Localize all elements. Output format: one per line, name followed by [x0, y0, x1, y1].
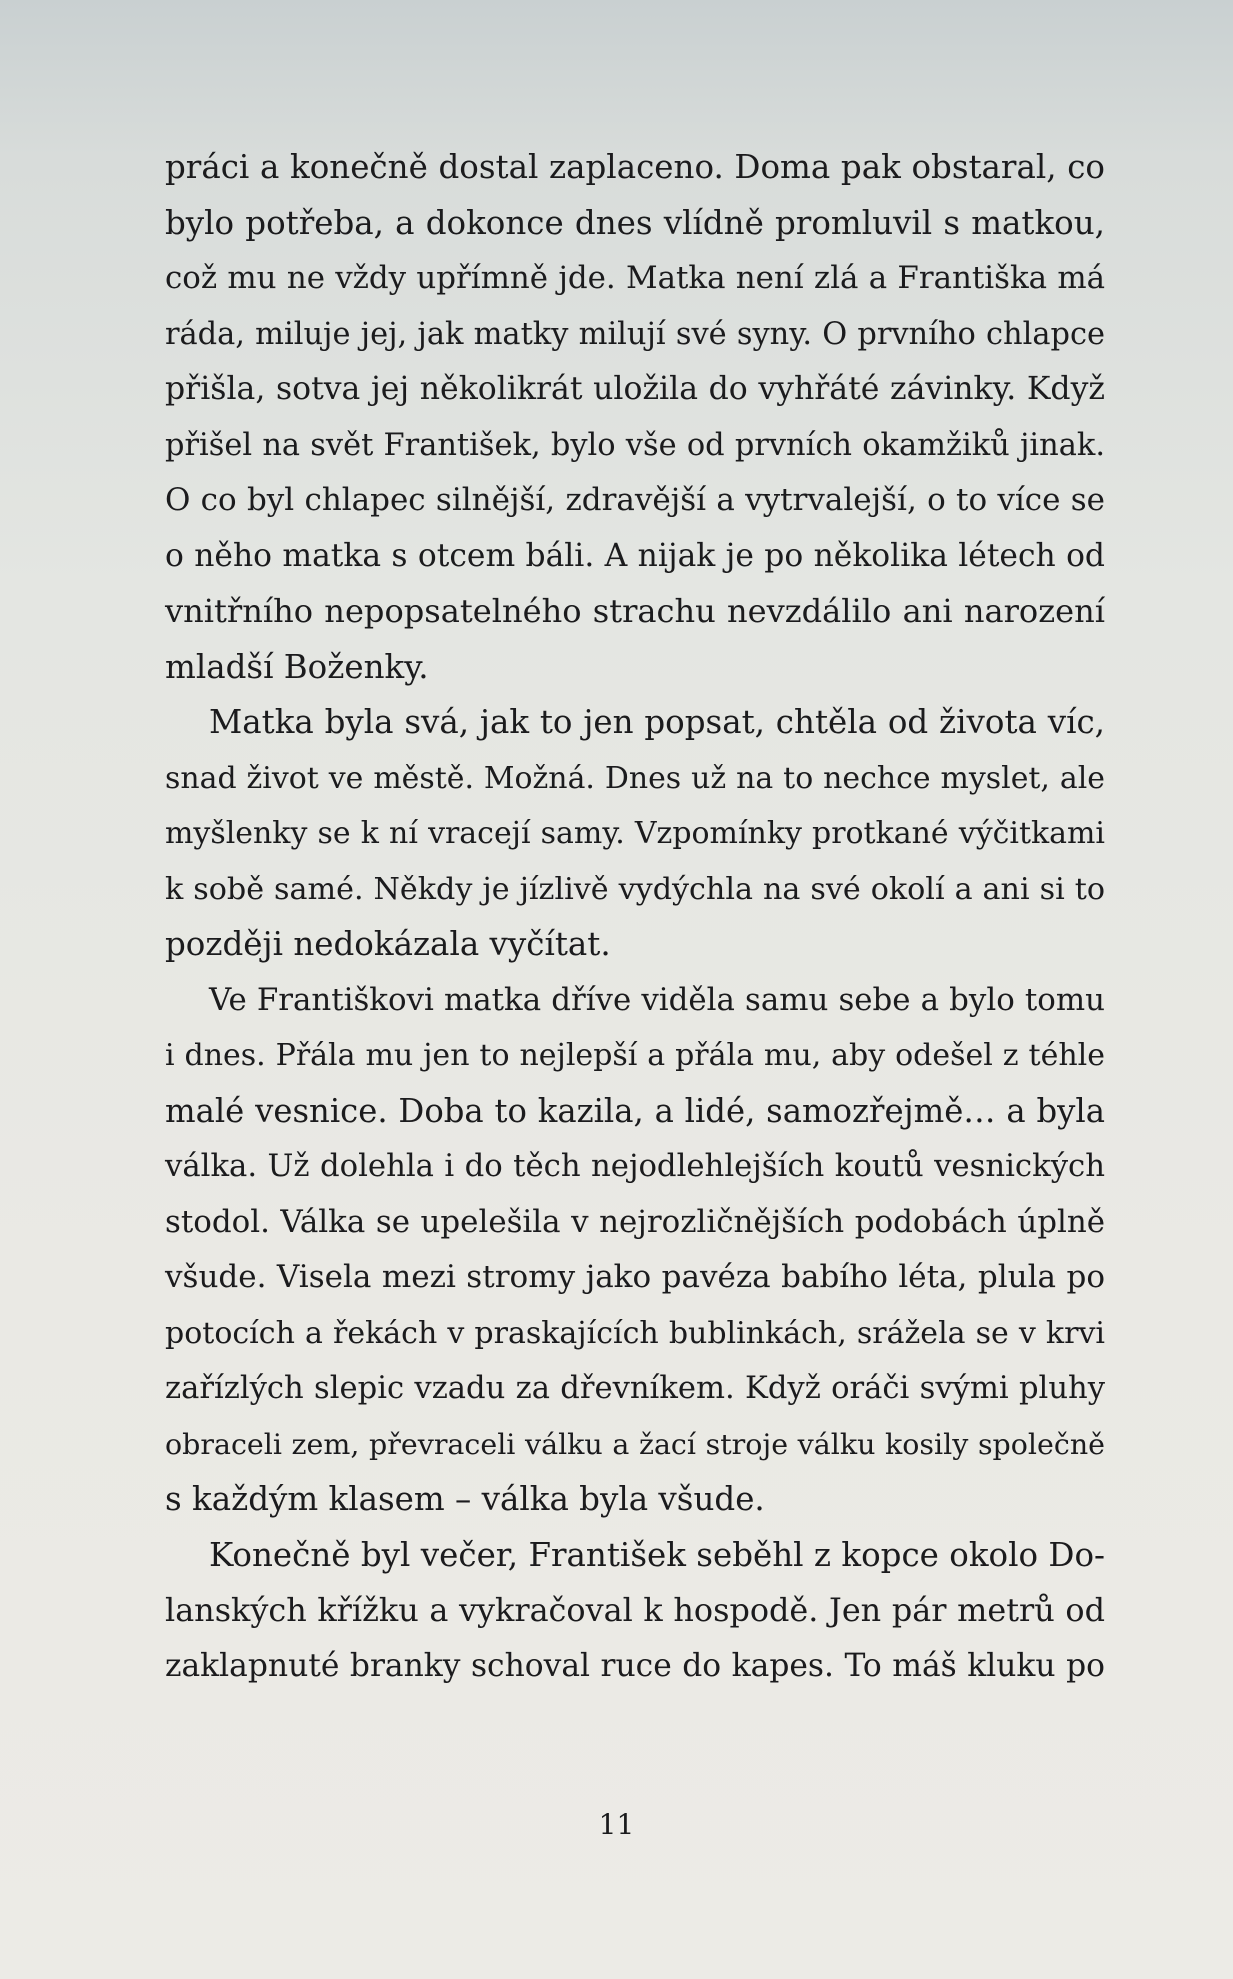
paragraph-2-line-2: snad život ve městě. Možná. Dnes už na to nechce myslet, ale — [165, 760, 1105, 796]
paragraph-1-line-1: práci a konečně dostal zaplaceno. Doma pak obstaral, co — [165, 148, 1105, 186]
body-text — [165, 140, 1105, 1694]
paragraph-1-line-3: což mu ne vždy upřímně jde. Matka není zlá a Františka má — [165, 260, 1105, 296]
paragraph-3-line-9: obraceli zem, převraceli válku a žací stroje válku kosily společně — [165, 1427, 1105, 1461]
paragraph-3-line-5: stodol. Válka se upelešila v nejrozličnějších podobách úplně — [165, 1203, 1105, 1240]
paragraph-3-line-6: všude. Visela mezi stromy jako pavéza babího léta, plula po — [165, 1259, 1105, 1295]
paragraph-1-line-2: bylo potřeba, a dokonce dnes vlídně promluvil s matkou, — [165, 203, 1105, 242]
paragraph-3-line-3: malé vesnice. Doba to kazila, a lidé, samozřejmě… a byla — [165, 1091, 1105, 1130]
paragraph-2-line-3: myšlenky se k ní vracejí samy. Vzpomínky protkané výčitkami — [165, 816, 1105, 851]
page-number: 11 — [598, 1808, 635, 1841]
paragraph-3-line-7: potocích a řekách v praskajících bublinkách, srážela se v krvi — [165, 1315, 1105, 1351]
paragraph-1-line-8: o něho matka s otcem báli. A nijak je po několika létech od — [165, 537, 1105, 574]
paragraph-3-line-8: zařízlých slepic vzadu za dřevníkem. Když oráči svými pluhy — [165, 1371, 1105, 1406]
paragraph-4-line-2: lanských křížku a vykračoval k hospodě. Jen pár metrů od — [165, 1591, 1105, 1629]
paragraph-3-line-4: válka. Už dolehla i do těch nejodlehlejších koutů vesnických — [165, 1149, 1105, 1184]
paragraph-4-line-1: Konečně byl večer, František seběhl z kopce okolo Do- — [209, 1535, 1105, 1574]
paragraph-3-line-1: Ve Františkovi matka dříve viděla samu sebe a bylo tomu — [209, 981, 1105, 1018]
paragraph-4-line-3: zaklapnuté branky schoval ruce do kapes. To máš kluku po — [165, 1647, 1105, 1684]
paragraph-1-line-5: přišla, sotva jej několikrát uložila do vyhřáté závinky. Když — [165, 371, 1105, 407]
paragraph-1-line-4: ráda, miluje jej, jak matky milují své syny. O prvního chlapce — [165, 316, 1105, 352]
paragraph-3-line-10: s každým klasem – válka byla všude. — [165, 1480, 765, 1518]
paragraph-1-line-10: mladší Boženky. — [165, 647, 429, 686]
paragraph-1-line-9: vnitřního nepopsatelného strachu nevzdálilo ani narození — [165, 592, 1105, 630]
paragraph-2-line-1: Matka byla svá, jak to jen popsat, chtěla od života víc, — [209, 703, 1105, 741]
paragraph-1-line-7: O co byl chlapec silnější, zdravější a vytrvalejší, o to více se — [165, 482, 1105, 518]
paragraph-2-line-4: k sobě samé. Někdy je jízlivě vydýchla na své okolí a ani si to — [165, 871, 1105, 907]
paragraph-3-line-2: i dnes. Přála mu jen to nejlepší a přála mu, aby odešel z téhle — [165, 1038, 1105, 1073]
paragraph-1-line-6: přišel na svět František, bylo vše od prvních okamžiků jinak. — [165, 427, 1105, 463]
paragraph-2-line-5: později nedokázala vyčítat. — [165, 925, 611, 963]
